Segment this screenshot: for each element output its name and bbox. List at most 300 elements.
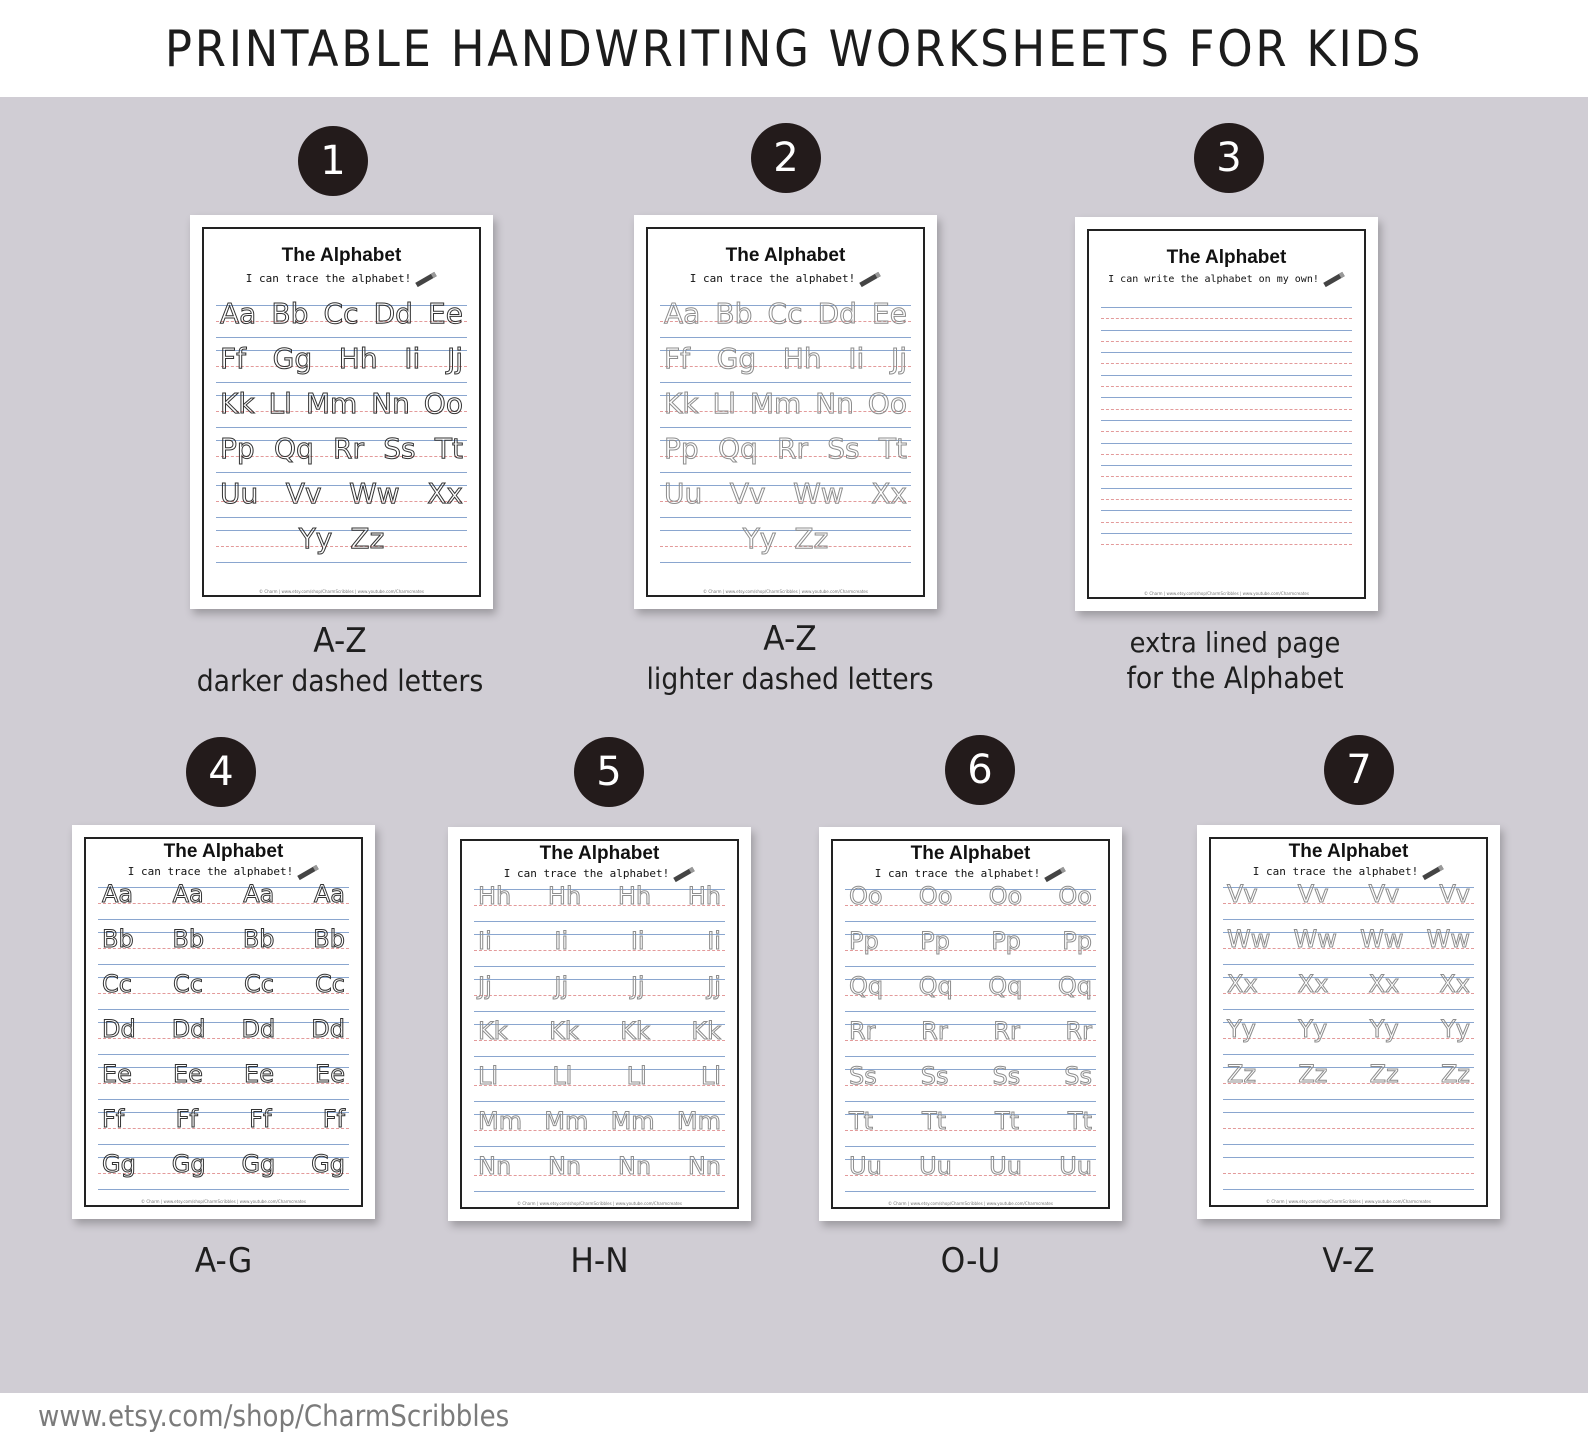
- writing-lines: [1223, 880, 1474, 1202]
- midline: [1101, 386, 1352, 387]
- letter-pair: Xx: [427, 477, 463, 511]
- worksheet-title: The Alphabet: [163, 841, 284, 862]
- letter-pair: Ee: [244, 1060, 274, 1089]
- letter-pair: Pp: [220, 432, 255, 466]
- letter-pair: Gg: [171, 1150, 206, 1179]
- letter-pair: Jj: [630, 972, 645, 1001]
- letter-pair: Oo: [1058, 882, 1092, 911]
- worksheet-copyright: © Charm | www.etsy.com/shop/CharmScribbles | www.youtube.com/Charmcreates: [888, 1201, 1053, 1206]
- letter-pair: Dd: [102, 1015, 136, 1044]
- worksheet-subtitle-text: I can trace the alphabet!: [689, 272, 856, 285]
- baseline: [845, 1101, 1096, 1102]
- letter-pair: Hh: [338, 342, 378, 376]
- baseline: [660, 517, 911, 518]
- letter-pair: Xx: [1439, 970, 1470, 999]
- baseline: [845, 966, 1096, 967]
- baseline: [845, 1011, 1096, 1012]
- baseline: [474, 921, 725, 922]
- tracing-letters: [474, 1152, 725, 1180]
- letter-pair: Ww: [1293, 925, 1337, 954]
- pencil-icon: [860, 271, 882, 286]
- worksheet-copyright: © Charm | www.etsy.com/shop/CharmScribbles | www.youtube.com/Charmcreates: [1144, 591, 1309, 596]
- letter-pair: Ll: [552, 1062, 573, 1091]
- baseline: [474, 1146, 725, 1147]
- letter-pair: Aa: [102, 880, 134, 909]
- worksheet-copyright: © Charm | www.etsy.com/shop/CharmScribbles | www.youtube.com/Charmcreates: [517, 1201, 682, 1206]
- letter-pair: Ss: [1064, 1062, 1092, 1091]
- letter-pair: Rr: [849, 1017, 876, 1046]
- letter-pair: Mm: [544, 1107, 589, 1136]
- letter-pair: Mm: [478, 1107, 523, 1136]
- letter-pair: Tt: [921, 1107, 947, 1136]
- letter-pair: Mm: [749, 387, 802, 421]
- letter-pair: Cc: [767, 297, 803, 331]
- top-line: [1223, 1157, 1474, 1158]
- caption-description: lighter dashed letters: [646, 661, 934, 696]
- letter-pair: Ll: [626, 1062, 647, 1091]
- caption-range: A-Z: [313, 621, 367, 661]
- worksheet-preview: [819, 827, 1122, 1221]
- tracing-letters: [1223, 1060, 1474, 1088]
- worksheet-copyright: © Charm | www.etsy.com/shop/CharmScribbles | www.youtube.com/Charmcreates: [259, 589, 424, 594]
- letter-pair: Vv: [1439, 880, 1470, 909]
- letter-pair: Bb: [715, 297, 753, 331]
- letter-pair: Pp: [1062, 927, 1092, 956]
- page-title: PRINTABLE HANDWRITING WORKSHEETS FOR KIDS: [164, 19, 1424, 78]
- letter-pair: Yy: [1298, 1015, 1328, 1044]
- step-number-badge: 2: [751, 123, 821, 193]
- letter-pair: Ff: [220, 342, 246, 376]
- tracing-letters: [216, 297, 467, 330]
- guide-line: [1101, 397, 1352, 398]
- letter-pair: Vv: [1227, 880, 1258, 909]
- tracing-letters: [216, 522, 467, 555]
- letter-pair: Ii: [707, 927, 721, 956]
- baseline: [474, 966, 725, 967]
- letter-pair: Aa: [243, 880, 275, 909]
- step-number-badge: 7: [1324, 735, 1394, 805]
- writing-lines: [1101, 307, 1352, 556]
- letter-pair: Zz: [1440, 1060, 1470, 1089]
- letter-pair: Oo: [988, 882, 1023, 911]
- letter-pair: Rr: [1065, 1017, 1092, 1046]
- tracing-letters: [216, 387, 467, 420]
- pencil-icon: [1323, 271, 1345, 286]
- baseline: [216, 562, 467, 563]
- letter-pair: Kk: [691, 1017, 721, 1046]
- letter-pair: Pp: [849, 927, 879, 956]
- letter-pair: Pp: [664, 432, 699, 466]
- letter-pair: Tt: [1067, 1107, 1092, 1136]
- letter-pair: Gg: [272, 342, 313, 376]
- tracing-letters: [474, 1107, 725, 1135]
- worksheet-caption: [72, 1240, 375, 1283]
- letter-pair: Yy: [1227, 1015, 1256, 1044]
- writing-row: [474, 1152, 725, 1204]
- baseline: [474, 1056, 725, 1057]
- letter-pair: Pp: [920, 927, 950, 956]
- tracing-letters: [98, 1105, 349, 1133]
- letter-pair: Cc: [315, 970, 345, 999]
- letter-pair: Rr: [333, 432, 364, 466]
- writing-row: [98, 1150, 349, 1202]
- writing-lines: [660, 297, 911, 575]
- baseline: [98, 1189, 349, 1190]
- letter-pair: Ee: [428, 297, 463, 331]
- tracing-letters: [660, 342, 911, 375]
- worksheet-preview: [1075, 217, 1378, 611]
- step-number-badge: 5: [574, 737, 644, 807]
- guide-line: [1101, 330, 1352, 331]
- baseline: [1223, 1144, 1474, 1145]
- writing-row: [216, 522, 467, 575]
- letter-pair: Ll: [712, 387, 736, 421]
- step-number-badge: 6: [945, 735, 1015, 805]
- letter-pair: Xx: [871, 477, 907, 511]
- letter-pair: Ll: [268, 387, 292, 421]
- letter-pair: Cc: [244, 970, 274, 999]
- tracing-letters: [1223, 1015, 1474, 1043]
- top-line: [1223, 1112, 1474, 1113]
- letter-pair: Ee: [872, 297, 907, 331]
- worksheet-subtitle: [448, 867, 751, 880]
- writing-row: [1101, 533, 1352, 556]
- tracing-letters: [660, 387, 911, 420]
- letter-pair: Ss: [849, 1062, 877, 1091]
- letter-pair: Dd: [311, 1015, 345, 1044]
- letter-pair: Dd: [373, 297, 413, 331]
- letter-pair: Ww: [1227, 925, 1271, 954]
- midline: [1223, 1173, 1474, 1174]
- letter-pair: Jj: [707, 972, 721, 1001]
- baseline: [98, 1099, 349, 1100]
- shop-url: www.etsy.com/shop/CharmScribbles: [38, 1399, 510, 1433]
- letter-pair: Cc: [173, 970, 203, 999]
- letter-pair: Uu: [849, 1152, 882, 1181]
- baseline: [845, 1146, 1096, 1147]
- letter-pair: Qq: [849, 972, 884, 1001]
- worksheet-preview: [634, 215, 937, 609]
- letter-pair: Rr: [777, 432, 808, 466]
- baseline: [474, 1101, 725, 1102]
- worksheet-title: The Alphabet: [725, 245, 846, 266]
- tracing-letters: [98, 1150, 349, 1178]
- writing-lines: [474, 882, 725, 1204]
- letter-pair: Hh: [547, 882, 582, 911]
- writing-row: [1223, 1157, 1474, 1202]
- writing-row: [1101, 443, 1352, 466]
- letter-pair: Qq: [717, 432, 758, 466]
- tracing-letters: [1223, 880, 1474, 908]
- letter-pair: Oo: [867, 387, 907, 421]
- worksheet-title: The Alphabet: [910, 843, 1031, 864]
- caption-description: darker dashed letters: [196, 663, 484, 698]
- pencil-icon: [416, 271, 438, 286]
- header: [0, 0, 1588, 97]
- tracing-letters: [98, 1060, 349, 1088]
- letter-pair: Qq: [273, 432, 314, 466]
- worksheet-preview: [190, 215, 493, 609]
- midline: [1101, 476, 1352, 477]
- tracing-letters: [474, 1017, 725, 1045]
- baseline: [1223, 964, 1474, 965]
- tracing-letters: [98, 880, 349, 908]
- midline: [1101, 409, 1352, 410]
- letter-pair: Kk: [664, 387, 699, 421]
- letter-pair: Ss: [920, 1062, 949, 1091]
- letter-pair: Cc: [323, 297, 359, 331]
- letter-pair: Dd: [241, 1015, 276, 1044]
- tracing-letters: [474, 972, 725, 1000]
- letter-pair: Ii: [478, 927, 492, 956]
- baseline: [216, 517, 467, 518]
- worksheet-subtitle: [819, 867, 1122, 880]
- caption-range: O-U: [940, 1241, 1001, 1281]
- baseline: [216, 337, 467, 338]
- tracing-letters: [845, 972, 1096, 1000]
- baseline: [1223, 1189, 1474, 1190]
- baseline: [216, 472, 467, 473]
- letter-pair: Hh: [617, 882, 652, 911]
- letter-pair: Zz: [794, 522, 829, 556]
- letter-pair: Nn: [547, 1152, 582, 1181]
- worksheet-subtitle: [1075, 274, 1378, 285]
- baseline: [660, 472, 911, 473]
- baseline: [98, 964, 349, 965]
- worksheet-subtitle-text: I can trace the alphabet!: [127, 865, 294, 878]
- letter-pair: Ss: [992, 1062, 1021, 1091]
- baseline: [1223, 919, 1474, 920]
- tracing-letters: [845, 1107, 1096, 1135]
- letter-pair: Zz: [1369, 1060, 1399, 1089]
- letter-pair: Mm: [676, 1107, 721, 1136]
- guide-line: [1101, 510, 1352, 511]
- tracing-letters: [216, 477, 467, 510]
- letter-pair: Gg: [102, 1150, 136, 1179]
- letter-pair: Vv: [1368, 880, 1400, 909]
- letter-pair: Ff: [249, 1105, 272, 1134]
- letter-pair: Ll: [700, 1062, 721, 1091]
- baseline: [98, 1009, 349, 1010]
- tracing-letters: [845, 882, 1096, 910]
- letter-pair: Nn: [617, 1152, 652, 1181]
- letter-pair: Oo: [849, 882, 883, 911]
- letter-pair: Hh: [782, 342, 822, 376]
- tracing-letters: [660, 297, 911, 330]
- letter-pair: Kk: [478, 1017, 508, 1046]
- letter-pair: Jj: [446, 342, 463, 376]
- worksheet-preview: [1197, 825, 1500, 1219]
- writing-row: [1101, 510, 1352, 533]
- worksheet-copyright: © Charm | www.etsy.com/shop/CharmScribbles | www.youtube.com/Charmcreates: [141, 1199, 306, 1204]
- letter-pair: Oo: [423, 387, 463, 421]
- writing-lines: [845, 882, 1096, 1204]
- letter-pair: Uu: [1059, 1152, 1092, 1181]
- baseline: [98, 1054, 349, 1055]
- writing-row: [1101, 352, 1352, 375]
- letter-pair: Xx: [1227, 970, 1258, 999]
- letter-pair: Ww: [1426, 925, 1470, 954]
- letter-pair: Ll: [478, 1062, 499, 1091]
- letter-pair: Jj: [554, 972, 569, 1001]
- letter-pair: Oo: [918, 882, 953, 911]
- worksheet-title: The Alphabet: [1166, 247, 1287, 268]
- letter-pair: Yy: [1441, 1015, 1470, 1044]
- letter-pair: Zz: [1298, 1060, 1328, 1089]
- letter-pair: Yy: [742, 522, 777, 556]
- letter-pair: Aa: [172, 880, 204, 909]
- worksheet-preview: [448, 827, 751, 1221]
- letter-pair: Nn: [371, 387, 410, 421]
- worksheet-caption: [819, 1240, 1122, 1283]
- tracing-letters: [474, 882, 725, 910]
- step-number-badge: 1: [298, 126, 368, 196]
- worksheet-subtitle: [1197, 865, 1500, 878]
- midline: [1101, 544, 1352, 545]
- caption-description: for the Alphabet: [1126, 661, 1344, 695]
- letter-pair: Nn: [478, 1152, 512, 1181]
- tracing-letters: [660, 477, 911, 510]
- writing-row: [660, 522, 911, 575]
- worksheet-subtitle-text: I can trace the alphabet!: [1252, 865, 1419, 878]
- worksheet-subtitle-text: I can trace the alphabet!: [245, 272, 412, 285]
- tracing-letters: [660, 522, 911, 555]
- letter-pair: Dd: [171, 1015, 206, 1044]
- tracing-letters: [660, 432, 911, 465]
- midline: [1101, 499, 1352, 500]
- letter-pair: Tt: [849, 1107, 874, 1136]
- letter-pair: Gg: [241, 1150, 276, 1179]
- letter-pair: Kk: [620, 1017, 650, 1046]
- letter-pair: Zz: [1227, 1060, 1257, 1089]
- letter-pair: Mm: [610, 1107, 655, 1136]
- baseline: [1223, 1009, 1474, 1010]
- worksheet-subtitle: [72, 865, 375, 878]
- writing-row: [845, 1152, 1096, 1204]
- letter-pair: Ww: [1360, 925, 1404, 954]
- letter-pair: Aa: [313, 880, 345, 909]
- letter-pair: Ii: [630, 927, 645, 956]
- letter-pair: Hh: [687, 882, 721, 911]
- letter-pair: Vv: [729, 477, 766, 511]
- letter-pair: Bb: [313, 925, 345, 954]
- caption-range: A-Z: [763, 619, 817, 659]
- letter-pair: Nn: [687, 1152, 721, 1181]
- midline: [1101, 454, 1352, 455]
- writing-lines: [98, 880, 349, 1202]
- tracing-letters: [98, 925, 349, 953]
- baseline: [98, 919, 349, 920]
- writing-row: [1223, 1060, 1474, 1112]
- writing-row: [1101, 397, 1352, 420]
- tracing-letters: [98, 970, 349, 998]
- letter-pair: Qq: [988, 972, 1023, 1001]
- letter-pair: Ff: [102, 1105, 125, 1134]
- worksheet-subtitle: [634, 272, 937, 285]
- guide-line: [1101, 488, 1352, 489]
- letter-pair: Rr: [993, 1017, 1020, 1046]
- letter-pair: Dd: [817, 297, 857, 331]
- guide-line: [1101, 420, 1352, 421]
- pencil-icon: [1045, 866, 1067, 881]
- step-number-badge: 4: [186, 737, 256, 807]
- worksheet-subtitle-text: I can trace the alphabet!: [503, 867, 670, 880]
- letter-pair: Jj: [890, 342, 907, 376]
- letter-pair: Vv: [1297, 880, 1329, 909]
- worksheet-title: The Alphabet: [539, 843, 660, 864]
- letter-pair: Ii: [554, 927, 569, 956]
- writing-row: [1101, 420, 1352, 443]
- midline: [1101, 318, 1352, 319]
- tracing-letters: [845, 1017, 1096, 1045]
- letter-pair: Bb: [271, 297, 309, 331]
- tracing-letters: [98, 1015, 349, 1043]
- letter-pair: Cc: [102, 970, 132, 999]
- footer: [0, 1393, 1588, 1441]
- worksheet-subtitle: [190, 272, 493, 285]
- letter-pair: Ff: [664, 342, 690, 376]
- worksheet-caption: [1197, 1240, 1500, 1283]
- guide-line: [1101, 443, 1352, 444]
- writing-row: [1101, 330, 1352, 353]
- letter-pair: Ss: [383, 432, 416, 466]
- pencil-icon: [1423, 864, 1445, 879]
- midline: [1101, 341, 1352, 342]
- caption-range: V-Z: [1322, 1241, 1375, 1281]
- baseline: [660, 337, 911, 338]
- writing-row: [1101, 465, 1352, 488]
- baseline: [98, 1144, 349, 1145]
- letter-pair: Jj: [478, 972, 492, 1001]
- letter-pair: Tt: [434, 432, 463, 466]
- baseline: [660, 382, 911, 383]
- baseline: [660, 427, 911, 428]
- letter-pair: Pp: [991, 927, 1021, 956]
- letter-pair: Tt: [994, 1107, 1020, 1136]
- midline: [1101, 522, 1352, 523]
- caption-range: H-N: [570, 1241, 629, 1281]
- letter-pair: Yy: [298, 522, 333, 556]
- baseline: [1223, 1054, 1474, 1055]
- caption-range: extra lined page: [1129, 626, 1341, 659]
- tracing-letters: [474, 1062, 725, 1090]
- letter-pair: Ww: [793, 477, 844, 511]
- letter-pair: Qq: [918, 972, 953, 1001]
- worksheet-caption: [170, 620, 510, 699]
- guide-line: [1101, 352, 1352, 353]
- letter-pair: Yy: [1369, 1015, 1399, 1044]
- baseline: [845, 921, 1096, 922]
- baseline: [216, 427, 467, 428]
- letter-pair: Gg: [311, 1150, 345, 1179]
- letter-pair: Uu: [989, 1152, 1022, 1181]
- worksheet-title: The Alphabet: [281, 245, 402, 266]
- baseline: [474, 1191, 725, 1192]
- midline: [1101, 431, 1352, 432]
- letter-pair: Uu: [220, 477, 259, 511]
- letter-pair: Ww: [349, 477, 400, 511]
- letter-pair: Bb: [242, 925, 275, 954]
- letter-pair: Bb: [172, 925, 205, 954]
- baseline: [845, 1056, 1096, 1057]
- letter-pair: Ee: [173, 1060, 203, 1089]
- letter-pair: Nn: [815, 387, 854, 421]
- pencil-icon: [674, 866, 696, 881]
- letter-pair: Ee: [102, 1060, 132, 1089]
- writing-row: [1101, 307, 1352, 330]
- tracing-letters: [845, 927, 1096, 955]
- writing-lines: [216, 297, 467, 575]
